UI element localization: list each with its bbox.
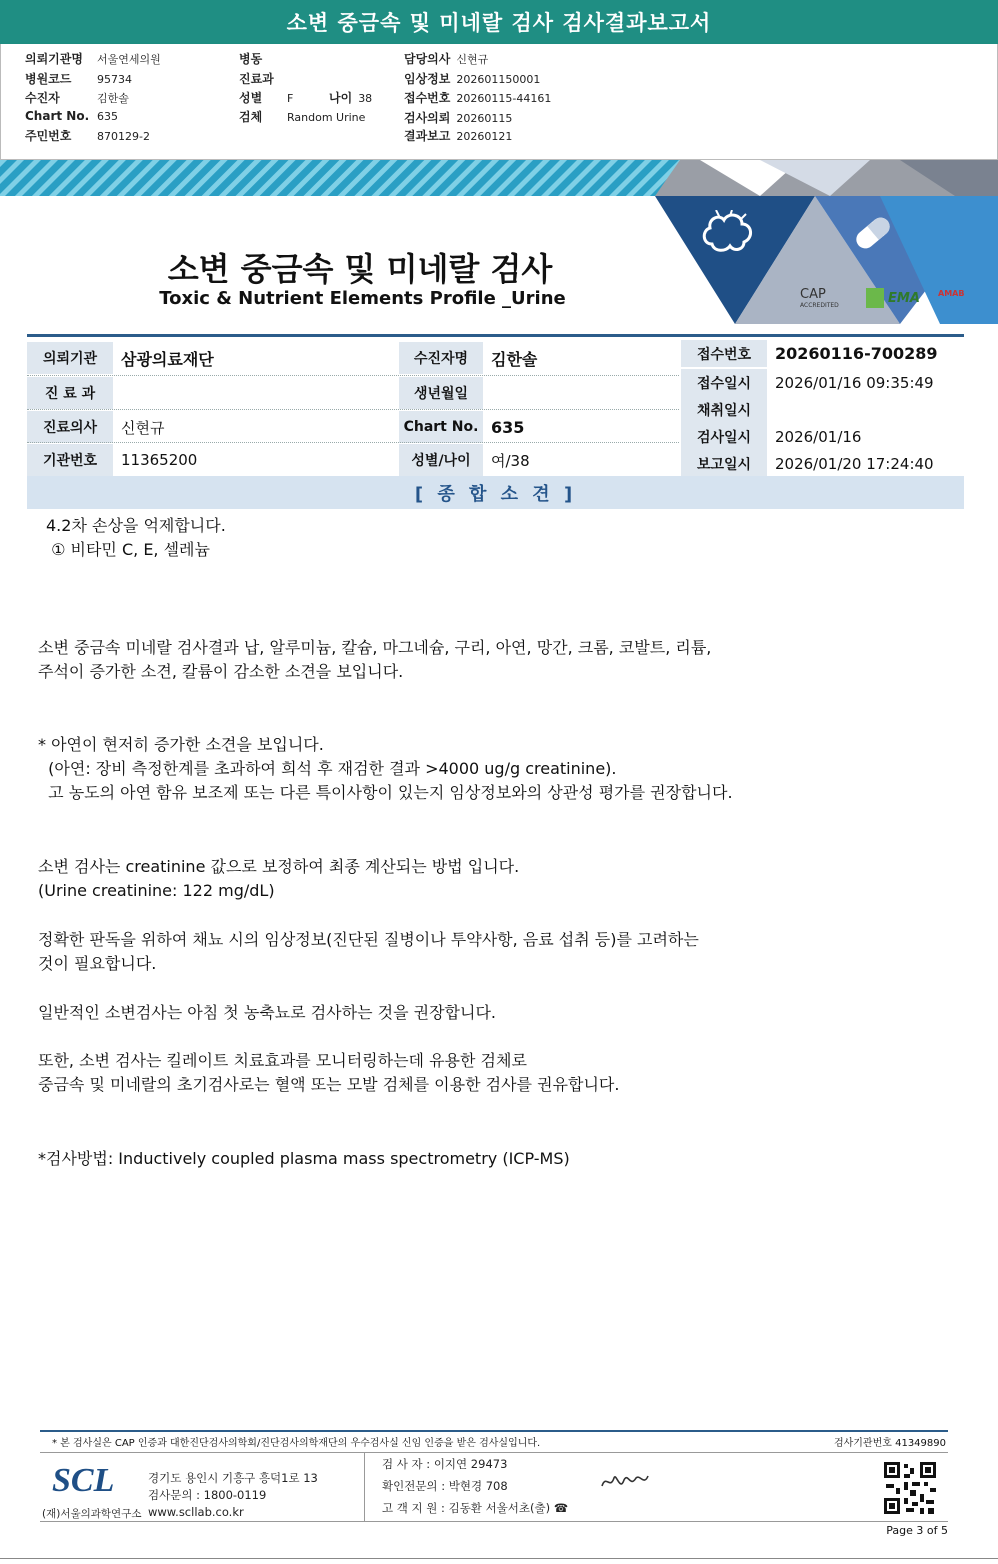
- info-report: 결과보고 20260121: [404, 129, 513, 143]
- info-patient: 수진자 김한솔: [25, 91, 129, 105]
- accession-value: 20260116-700289: [775, 344, 938, 363]
- page-title: 소변 중금속 및 미네랄 검사: [167, 250, 553, 288]
- dept-label: 진 료 과: [27, 377, 113, 409]
- sexage-value: 여/38: [491, 451, 530, 470]
- cert-cap-logo: CAP ACCREDITED: [800, 287, 839, 309]
- inst-no-label: 기관번호: [27, 444, 113, 476]
- tester: 검 사 자 : 이지연 29473: [382, 1457, 508, 1471]
- info-request: 검사의뢰 20260115: [404, 111, 513, 125]
- scl-logo: SCL: [52, 1462, 115, 1499]
- chart-label: Chart No.: [399, 411, 483, 443]
- tested-value: 2026/01/16: [775, 427, 862, 446]
- signature-icon: [598, 1468, 650, 1496]
- received-value: 2026/01/16 09:35:49: [775, 373, 934, 392]
- cert-note: * 본 검사실은 CAP 인증과 대한진단검사의학회/진단검사의학재단의 우수검사실 신임 인증을 받은 검사실입니다.: [52, 1438, 541, 1449]
- info-sex: 성별 F: [239, 91, 294, 105]
- qr-code-icon[interactable]: [882, 1460, 938, 1516]
- reported-value: 2026/01/20 17:24:40: [775, 454, 934, 473]
- page-number: Page 3 of 5: [886, 1524, 948, 1537]
- paragraph-4: 소변 검사는 creatinine 값으로 보정하여 최종 계산되는 방법 입니다. (Urine creatinine: 122 mg/dL): [38, 857, 520, 900]
- info-institution: 의뢰기관명 서울연세의원: [25, 52, 161, 66]
- summary-heading: [ 종 합 소 견 ]: [27, 476, 964, 509]
- info-clinical: 임상정보 202601150001: [404, 72, 541, 86]
- patient-info-table: [27, 334, 964, 474]
- report-title: 소변 중금속 및 미네랄 검사 검사결과보고서: [0, 0, 998, 44]
- institution-value: 삼광의료재단: [121, 349, 214, 369]
- accession-label: 접수번호: [681, 340, 767, 367]
- paragraph-5: 정확한 판독을 위하여 채뇨 시의 임상정보(진단된 질병이나 투약사항, 음료 섭취 등)를 고려하는 것이 필요합니다.: [38, 930, 699, 973]
- name-label: 수진자명: [399, 342, 483, 374]
- birth-label: 생년월일: [399, 377, 483, 409]
- collected-value: [767, 396, 964, 423]
- paragraph-7: 또한, 소변 검사는 킬레이트 치료효과를 모니터링하는데 유용한 검체로 중금속 및 미네랄의 초기검사로는 혈액 또는 모발 검체를 이용한 검사를 권유합니다.: [38, 1051, 620, 1094]
- paragraph-8: *검사방법: Inductively coupled plasma mass spectrometry (ICP-MS): [38, 1149, 570, 1168]
- paragraph-1: 4.2차 손상을 억제합니다. ① 비타민 C, E, 셀레늄: [46, 516, 226, 559]
- info-age: 나이 38: [329, 91, 373, 105]
- sexage-label: 성별/나이: [399, 444, 483, 476]
- collected-label: 채취일시: [681, 396, 767, 423]
- info-resident-no: 주민번호 870129-2: [25, 129, 150, 143]
- info-ward: 병동: [239, 52, 263, 66]
- lab-number: 검사기관번호 41349890: [833, 1438, 946, 1449]
- confirmer: 확인전문의 : 박현경 708: [382, 1479, 508, 1493]
- birth-value: [483, 377, 679, 409]
- doctor-label: 진료의사: [27, 411, 113, 443]
- paragraph-2: 소변 중금속 미네랄 검사결과 납, 알루미늄, 칼슘, 마그네슘, 구리, 아연, 망간, 크롬, 코발트, 리튬, 주석이 증가한 소견, 칼륨이 감소한 소견을 보입니다.: [38, 638, 712, 681]
- capsule-icon: [848, 208, 898, 258]
- paragraph-3: * 아연이 현저히 증가한 소견을 보입니다. (아연: 장비 측정한계를 초과하여 희석 후 재검한 결과 >4000 ug/g creatinine). 고 농도의 아연 함유 보조제 또는 다른 특이사항이 있는지 임상정보와의 상관성 평가를 권장합니다.: [38, 735, 733, 802]
- reported-label: 보고일시: [681, 450, 767, 477]
- paragraph-6: 일반적인 소변검사는 아침 첫 농축뇨로 검사하는 것을 권장합니다.: [38, 1003, 497, 1022]
- cert-amab-logo: AMAB: [938, 289, 965, 298]
- lab-address: 경기도 용인시 기흥구 흥덕1로 13: [148, 1471, 318, 1485]
- institution-label: 의뢰기관: [27, 342, 113, 374]
- name-value: 김한솔: [491, 349, 538, 369]
- info-accession: 접수번호 20260115-44161: [404, 91, 552, 105]
- info-specimen: 검체 Random Urine: [239, 110, 366, 124]
- info-chart: Chart No. 635: [25, 109, 118, 123]
- info-hospital-code: 병원코드 95734: [25, 72, 132, 86]
- tested-label: 검사일시: [681, 423, 767, 450]
- info-doctor: 담당의사 신현규: [404, 52, 489, 66]
- received-label: 접수일시: [681, 369, 767, 396]
- info-dept: 진료과: [239, 72, 274, 86]
- cert-ema-logo: EMA: [866, 287, 930, 309]
- dept-value: [113, 377, 399, 409]
- lab-website[interactable]: www.scllab.co.kr: [148, 1505, 244, 1519]
- page-subtitle: Toxic & Nutrient Elements Profile _Urine: [159, 288, 566, 309]
- inst-no-value: 11365200: [121, 451, 198, 469]
- doctor-value: 신현규: [121, 418, 165, 437]
- chart-value: 635: [491, 417, 525, 437]
- support: 고 객 지 원 : 김동환 서울서초(출) ☎: [382, 1501, 569, 1515]
- top-info-panel: [0, 44, 998, 160]
- lab-name: (재)서울의과학연구소: [42, 1508, 142, 1520]
- lab-phone: 검사문의 : 1800-0119: [148, 1488, 267, 1502]
